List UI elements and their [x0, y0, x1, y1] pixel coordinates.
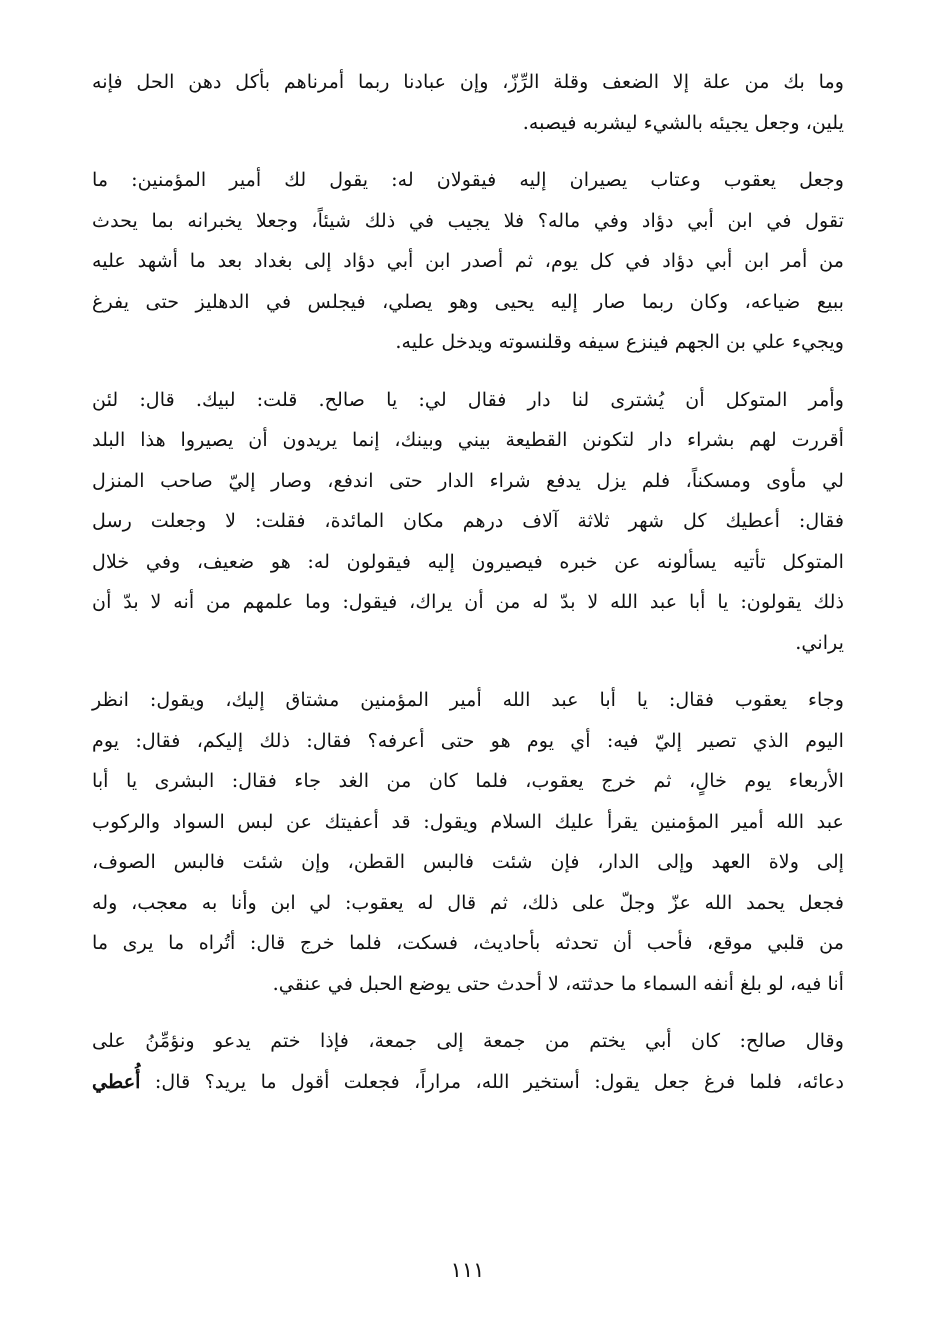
text-line: وأمر المتوكل أن يُشترى لنا دار فقال لي: يا صالح. قلت: لبيك. قال: لئن	[92, 387, 844, 411]
text-line: ذلك يقولون: يا أبا عبد الله لا بدّ له من أن يراك، فيقول: وما علمهم من أنه لا بدّ أن	[92, 590, 844, 613]
text-line: يلين، وجعل يجيئه بالشيء ليشربه فيصبه.	[522, 110, 844, 134]
text-line	[92, 1062, 844, 1103]
text-line: وما بك من علة إلا الضعف وقلة الرِّزّ، وإن عبادنا ربما أمرناهم بأكل دهن الحل فإنه	[92, 70, 844, 93]
text-line: الأربعاء يوم خالٍ، ثم خرج يعقوب، فلما كان من الغد جاء فقال: البشرى يا أبا	[92, 769, 844, 792]
text-line: اليوم الذي تصير إليّ فيه: أي يوم هو حتى أعرفه؟ فقال: ذلك إليكم، فقال: يوم	[92, 728, 844, 752]
text-line: ببيع ضياعه، وكان ربما صار إليه يحيى وهو يصلي، فيجلس في الدهليز حتى يفرغ	[92, 289, 844, 313]
text-line: عبد الله أمير المؤمنين يقرأ عليك السلام ويقول: قد أعفيتك عن لبس السواد والركوب	[92, 809, 844, 833]
text-line-segment: دعائه، فلما فرغ جعل يقول: أستخير الله، مراراً، فجعلت أقول ما يريد؟ قال:	[154, 1069, 844, 1093]
text-body	[92, 62, 844, 1102]
paragraph-5	[92, 1021, 844, 1102]
text-line: وقال صالح: كان أبي يختم من جمعة إلى جمعة، فإذا ختم يدعو ونؤمِّنُ على	[92, 1029, 844, 1052]
page-number: ١١١	[450, 1258, 485, 1282]
text-line: من أمر ابن أبي دؤاد في كل يوم، ثم أصدر ابن أبي دؤاد إلى بغداد بعد ما أشهد عليه	[92, 249, 844, 272]
text-line: فقال: أعطيك كل شهر ثلاثة آلاف درهم مكان المائدة، فقلت: لا وجعلت رسل	[92, 509, 844, 532]
text-line: إلى ولاة العهد وإلى الدار، فإن شئت فالبس القطن، وإن شئت فالبس الصوف،	[92, 850, 844, 873]
text-line: أقررت لهم بشراء دار لتكونن القطيعة بيني وبينك، إنما يريدون أن يصيروا هذا البلد	[92, 428, 844, 451]
text-line: ويجيء علي بن الجهم فينزع سيفه وقلنسوته ويدخل عليه.	[395, 330, 844, 353]
text-line: من قلبي موقع، فأحب أن تحدثه بأحاديث، فسكت، فلما خرج قال: أتُراه ما يرى ما	[92, 931, 844, 954]
text-line: أنا فيه، لو بلغ أنفه السماء ما حدثته، لا أحدث حتى يوضع الحبل في عنقي.	[272, 971, 844, 995]
text-line: لي مأوى ومسكناً، فلم يزل يدفع شراء الدار حتى اندفع، وصار إليّ صاحب المنزل	[92, 468, 844, 492]
bold-word: أُعطي	[92, 1069, 141, 1093]
paragraph-4	[92, 680, 844, 1004]
text-line: المتوكل تأتيه يسألونه عن خبره فيصيرون إليه فيقولون له: هو ضعيف، وفي خلال	[92, 549, 844, 573]
text-line: وجعل يعقوب وعتاب يصيران إليه فيقولان له: يقول لك أمير المؤمنين: ما	[92, 168, 844, 191]
text-line: يراني.	[795, 630, 844, 654]
text-line: فجعل يحمد الله عزّ وجلّ على ذلك، ثم قال له يعقوب: لي ابن وأنا به معجب، وله	[92, 890, 844, 914]
text-line: وجاء يعقوب فقال: يا أبا عبد الله أمير المؤمنين مشتاق إليك، ويقول: انظر	[92, 688, 844, 711]
paragraph-1	[92, 62, 844, 143]
paragraph-2	[92, 160, 844, 363]
paragraph-3	[92, 380, 844, 664]
text-line: تقول في ابن أبي دؤاد وفي ماله؟ فلا يجيب في ذلك شيئاً، وجعلا يخبرانه بما يحدث	[92, 208, 844, 232]
